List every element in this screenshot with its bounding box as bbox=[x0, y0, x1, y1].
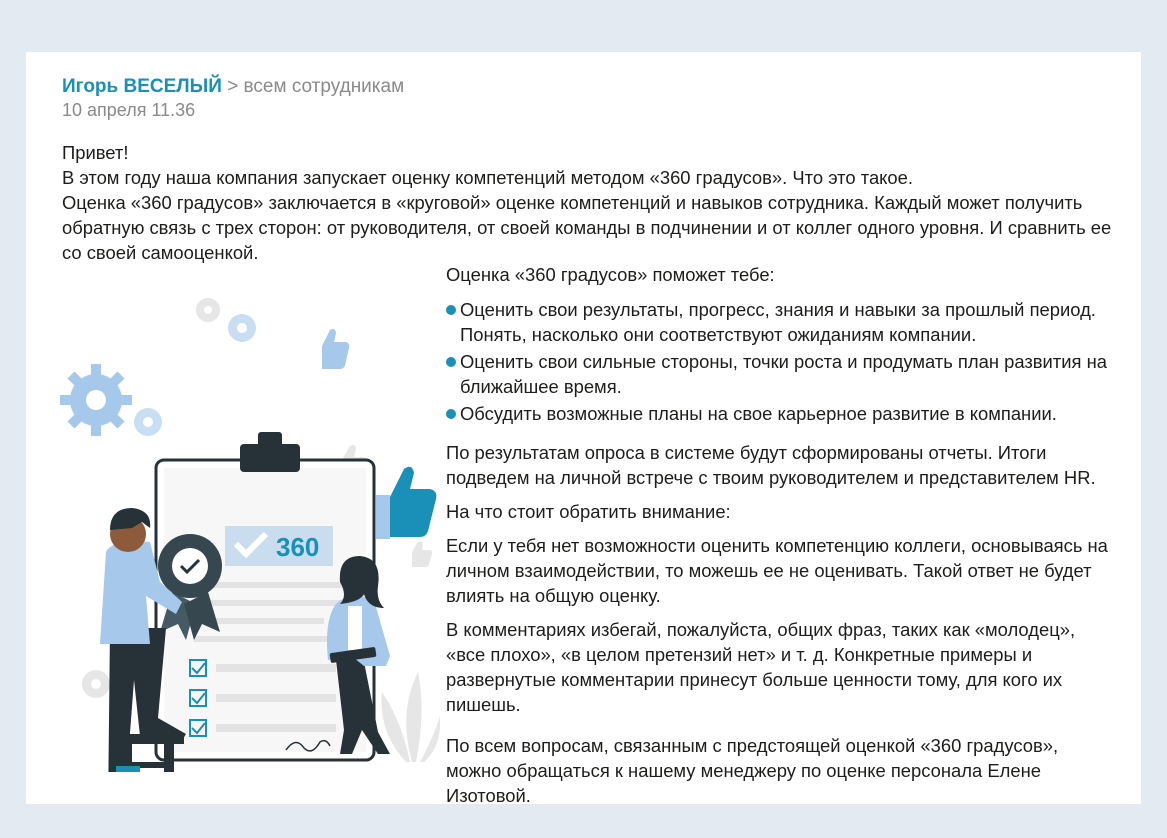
attention-heading: На что стоит обратить внимание: bbox=[446, 501, 731, 522]
gear-icon bbox=[60, 364, 132, 436]
contact-paragraph: По всем вопросам, связанным с предстоящей оценкой «360 градусов», можно обращаться к нашему менеджеру по оценке персонала Елене Изотовой. bbox=[446, 735, 1059, 806]
award-badge-icon bbox=[158, 534, 222, 640]
benefits-list bbox=[446, 297, 1114, 426]
message-card bbox=[26, 52, 1141, 804]
results-paragraph: По результатам опроса в системе будут сформированы отчеты. Итоги подведем на личной встрече с твоим руководителем и представителем HR. bbox=[446, 442, 1096, 488]
benefits-heading: Оценка «360 градусов» поможет тебе: bbox=[446, 264, 775, 285]
note-paragraph-1: Если у тебя нет возможности оценить компетенцию коллеги, основываясь на личном взаимодействии, то можешь ее не оценивать. Такой ответ не будет влиять на общую оценку. bbox=[446, 535, 1108, 606]
greeting: Привет! bbox=[62, 142, 129, 163]
list-item: Оценить свои сильные стороны, точки роста и продумать план развития на ближайшее время. bbox=[446, 349, 1114, 399]
badge-360-text: 360 bbox=[276, 532, 320, 562]
message-date: 10 апреля 11.36 bbox=[62, 100, 196, 120]
list-item: Оценить свои результаты, прогресс, знания и навыки за прошлый период. Понять, насколько они соответствуют ожиданиям компании. bbox=[446, 297, 1114, 347]
intro-line-1: В этом году наша компания запускает оценку компетенций методом «360 градусов». Что это такое. bbox=[62, 167, 913, 188]
note-paragraph-2: В комментариях избегай, пожалуйста, общих фраз, таких как «молодец», «все плохо», «в целом претензий нет» и т. д. Конкретные примеры и развернутые комментарии принесут больше ценности тому, для кого их пишешь. bbox=[446, 619, 1076, 715]
recipient-label: > всем сотрудникам bbox=[221, 76, 405, 97]
intro-line-2: Оценка «360 градусов» заключается в «круговой» оценке компетенций и навыков сотрудника. Каждый может получить обратную связь с трех сторон: от руководителя, от своей команды в подчинении и от коллег одного уровня. И сравнить ее со своей самооценкой. bbox=[62, 192, 1112, 263]
author-name[interactable]: Игорь ВЕСЕЛЫЙ bbox=[62, 76, 222, 97]
list-item: Обсудить возможные планы на свое карьерное развитие в компании. bbox=[446, 401, 1114, 426]
message-header bbox=[62, 76, 404, 121]
benefits-section bbox=[446, 262, 1114, 808]
intro-text bbox=[62, 140, 1122, 265]
plant bbox=[382, 672, 441, 762]
illustration-360 bbox=[60, 282, 440, 772]
